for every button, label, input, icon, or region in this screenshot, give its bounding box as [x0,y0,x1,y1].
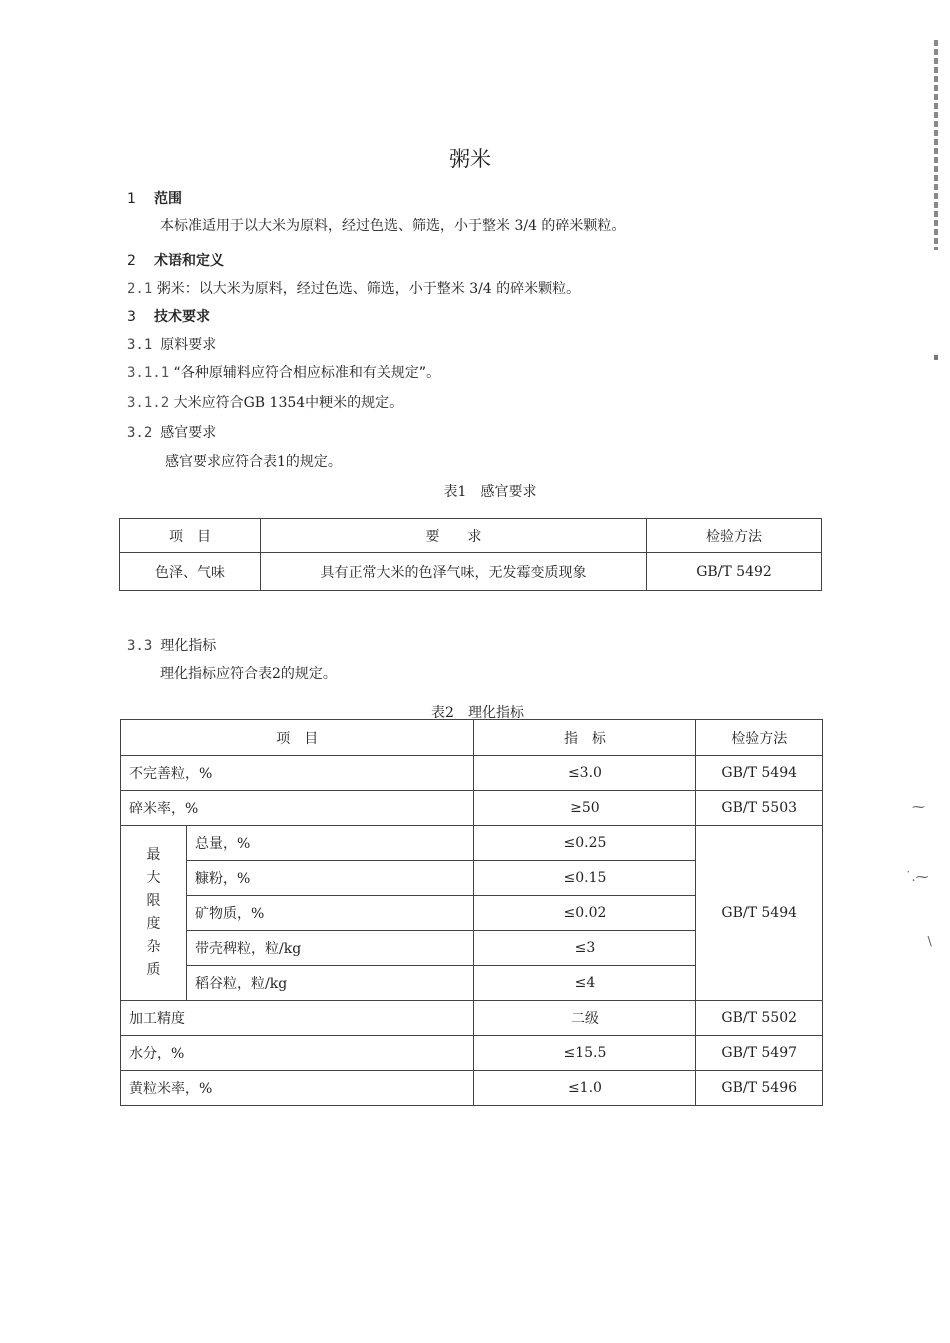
table-cell: GB/T 5494 [696,826,823,1001]
clause-number: 3.1.2 [127,395,170,411]
table-header-row [121,720,823,756]
clause-3-1-2 [127,392,403,412]
table-cell: 带壳稗粒，粒/kg [187,931,474,966]
section-number: 1 [127,191,136,207]
clause-number: 3.3 [127,638,153,654]
subsection-title: 原料要求 [160,337,217,353]
clause-number: 3.1 [127,337,153,353]
table-row [121,756,823,791]
section-3-heading [127,306,210,326]
clause-text: “各种原辅料应符合相应标准和有关规定”。 [173,365,441,381]
subsection-3-2-text: 感官要求应符合表1的规定。 [165,454,342,470]
section-2-heading [127,250,224,270]
definition-2-1 [127,278,580,298]
table-row [121,1036,823,1071]
table-cell: GB/T 5492 [647,553,822,591]
table-cell: 碎米率，% [121,791,474,826]
table-cell: ≤3.0 [474,756,696,791]
table-cell: 不完善粒，% [121,756,474,791]
header-cell: 检验方法 [696,720,823,756]
clause-number: 3.1.1 [127,365,170,381]
subsection-3-1-heading [127,334,216,354]
table-cell: ≤0.25 [474,826,696,861]
table-cell: GB/T 5496 [696,1071,823,1106]
subsection-3-2-heading [127,422,216,442]
scan-edge-artifact [934,355,938,360]
table-cell: 二级 [474,1001,696,1036]
clause-3-1-1 [127,362,440,382]
table-cell: ≥50 [474,791,696,826]
table-cell: GB/T 5502 [696,1001,823,1036]
table-cell: 水分，% [121,1036,474,1071]
table-row [121,1071,823,1106]
scan-mark: ∖ [925,935,934,950]
clause-number: 3.2 [127,425,153,441]
table-cell: GB/T 5497 [696,1036,823,1071]
table-2-caption: 表2 理化指标 [431,705,524,721]
table-cell: 稻谷粒，粒/kg [187,966,474,1001]
table-1-caption: 表1 感官要求 [443,484,537,500]
table-cell: ≤1.0 [474,1071,696,1106]
table-cell: 黄粒米率，% [121,1071,474,1106]
table-cell: 总量，% [187,826,474,861]
header-cell: 项 目 [121,720,474,756]
clause-text: 大米应符合GB 1354中粳米的规定。 [173,395,404,411]
scan-edge-artifact [934,40,938,250]
table-1 [119,518,822,591]
scan-mark: ˙.⁓ [905,870,929,885]
page-title: 粥米 [449,147,491,171]
section-title: 术语和定义 [154,253,224,269]
table-cell: 矿物质，% [187,896,474,931]
section-1-heading [127,188,182,208]
section-1-text: 本标准适用于以大米为原料，经过色选、筛选，小于整米 3/4 的碎米颗粒。 [160,218,626,234]
table-cell: 糠粉，% [187,861,474,896]
table-cell: 色泽、气味 [120,553,261,591]
table-cell: ≤4 [474,966,696,1001]
header-cell: 项 目 [120,519,261,553]
subsection-title: 感官要求 [160,425,217,441]
table-cell: 具有正常大米的色泽气味，无发霉变质现象 [261,553,647,591]
section-title: 范围 [154,191,182,207]
table-cell: ≤0.02 [474,896,696,931]
table-row [121,826,823,861]
clause-number: 2.1 [127,281,153,297]
table-cell: GB/T 5494 [696,756,823,791]
table-cell: GB/T 5503 [696,791,823,826]
subsection-title: 理化指标 [160,638,217,654]
section-title: 技术要求 [154,309,210,325]
definition-text: 粥米：以大米为原料，经过色选、筛选，小于整米 3/4 的碎米颗粒。 [156,281,581,297]
header-cell: 检验方法 [647,519,822,553]
subsection-3-3-text: 理化指标应符合表2的规定。 [160,666,337,682]
table-cell: 加工精度 [121,1001,474,1036]
table-cell: ≤15.5 [474,1036,696,1071]
table-header-row [120,519,822,553]
table-2 [120,719,823,1106]
impurity-group-label: 最 大 限 度 杂 质 [121,826,187,1001]
table-row [120,553,822,591]
section-number: 3 [127,309,136,325]
header-cell: 要 求 [261,519,647,553]
subsection-3-3-heading [127,635,216,655]
table-cell: ≤3 [474,931,696,966]
table-row [121,1001,823,1036]
scan-mark: ⁓ [912,800,925,815]
section-number: 2 [127,253,136,269]
table-row [121,791,823,826]
table-cell: ≤0.15 [474,861,696,896]
header-cell: 指 标 [474,720,696,756]
